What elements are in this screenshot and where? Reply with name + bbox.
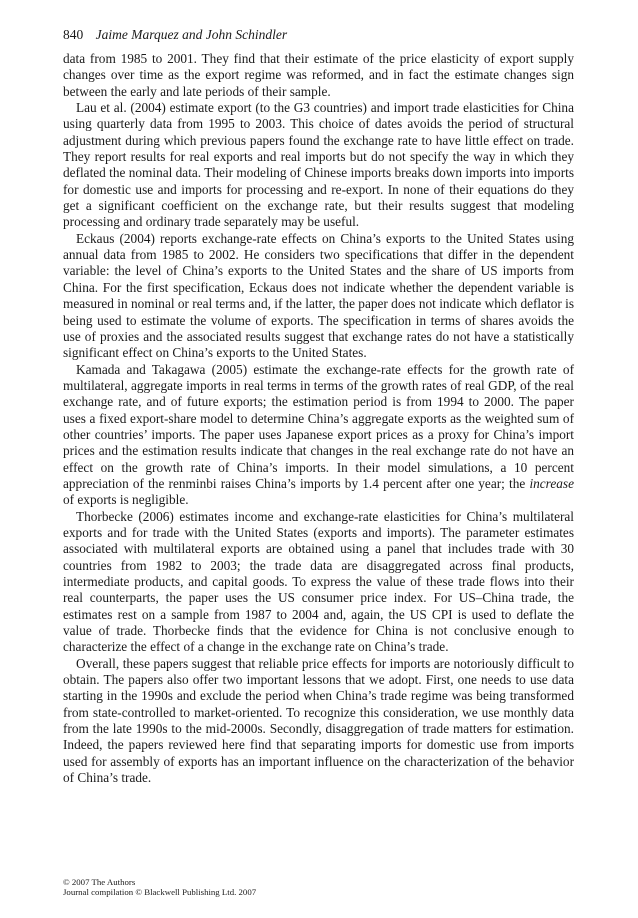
paragraph-thorbecke: Thorbecke (2006) estimates income and exchange-rate elasticities for China’s multilateral exports and for trade with the United States (exports and imports). The parameter estimates associated with multilateral exports are obtained using a panel that includes trade with 30 countries from 1982 to 2003; the trade data are disaggregated across final products, intermediate products, and capital goods. To express the value of these trade flows into their real counterparts, the paper uses the US consumer price index. For US–China trade, the estimates rest on a sample from 1987 to 2004 and, again, the US CPI is used to deflate the value of trade. Thorbecke finds that the evidence for China is not conclusive enough to characterize the effect of a change in the exchange rate on China’s trade. — [63, 508, 574, 655]
page-number: 840 — [63, 27, 84, 42]
paragraph-kamada-tail: of exports is negligible. — [63, 492, 189, 508]
paragraph-overall: Overall, these papers suggest that reliable price effects for imports are notoriously difficult to obtain. The papers also offer two important lessons that we adopt. First, one needs to use data starting in the 1990s and exclude the period when China’s trade regime was being transformed from state-controlled to market-oriented. To recognize this consideration, we use monthly data from the late 1990s to the mid-2000s. Secondly, disaggregation of trade matters for estimation. Indeed, the papers reviewed here find that separating imports for domestic use from imports used for assembly of exports has an important influence on the characterization of the behavior of China’s trade. — [63, 655, 574, 786]
page-footer — [63, 877, 363, 897]
paragraph-lau: Lau et al. (2004) estimate export (to the G3 countries) and import trade elasticities for China using quarterly data from 1995 to 2003. This choice of dates avoids the period of structural adjustment during which previous papers found the exchange rate to have little effect on trade. They report results for real exports and real imports but do not specify the way in which they deflated the nominal data. Their modeling of Chinese imports breaks down imports into imports for domestic use and imports for processing and re-export. In none of their equations do they get a significant coefficient on the exchange rate, but their results suggest that modeling processing and ordinary trade separately may be useful. — [63, 100, 574, 230]
copyright-line: © 2007 The Authors — [63, 877, 136, 887]
running-header — [63, 27, 583, 43]
paragraph-kamada-text: Kamada and Takagawa (2005) estimate the exchange-rate effects for the growth rate of multilateral, aggregate imports in real terms in terms of the growth rates of real GDP, of the real exchange rate, and of future exports; the estimation period is from 1994 to 2000. The paper uses a fixed export-share model to determine China’s aggregate exports as the weighted sum of other countries’ imports. The paper uses Japanese export prices as a proxy for China’s import prices and the estimation results indicate that changes in the real exchange rate do not have an effect on the growth rate of China’s imports. In their model simulations, a 10 percent appreciation of the renminbi raises China’s imports by 1.4 percent after one year; the — [63, 361, 574, 491]
emphasis-increase: increase — [529, 475, 574, 491]
article-body — [63, 51, 574, 786]
paragraph-continuation: data from 1985 to 2001. They find that their estimate of the price elasticity of export supply changes over time as the export regime was reformed, and in fact the estimate changes sign between the early and late periods of their sample. — [63, 51, 574, 99]
paragraph-eckaus: Eckaus (2004) reports exchange-rate effects on China’s exports to the United States using annual data from 1985 to 2002. He considers two specifications that differ in the dependent variable: the level of China’s exports to the United States and the share of US imports from China. For the first specification, Eckaus does not indicate whether the dependent variable is measured in nominal or real terms and, if the latter, the paper does not indicate which deflator is being used to estimate the volume of exports. The specification in terms of shares avoids the use of proxies and the associated results suggest that exchange rates do not have a statistically significant effect on China’s exports to the United States. — [63, 230, 574, 361]
paragraph-kamada — [63, 362, 574, 509]
journal-compilation-line: Journal compilation © Blackwell Publishing Ltd. 2007 — [63, 887, 257, 897]
running-head-authors: Jaime Marquez and John Schindler — [95, 27, 288, 42]
